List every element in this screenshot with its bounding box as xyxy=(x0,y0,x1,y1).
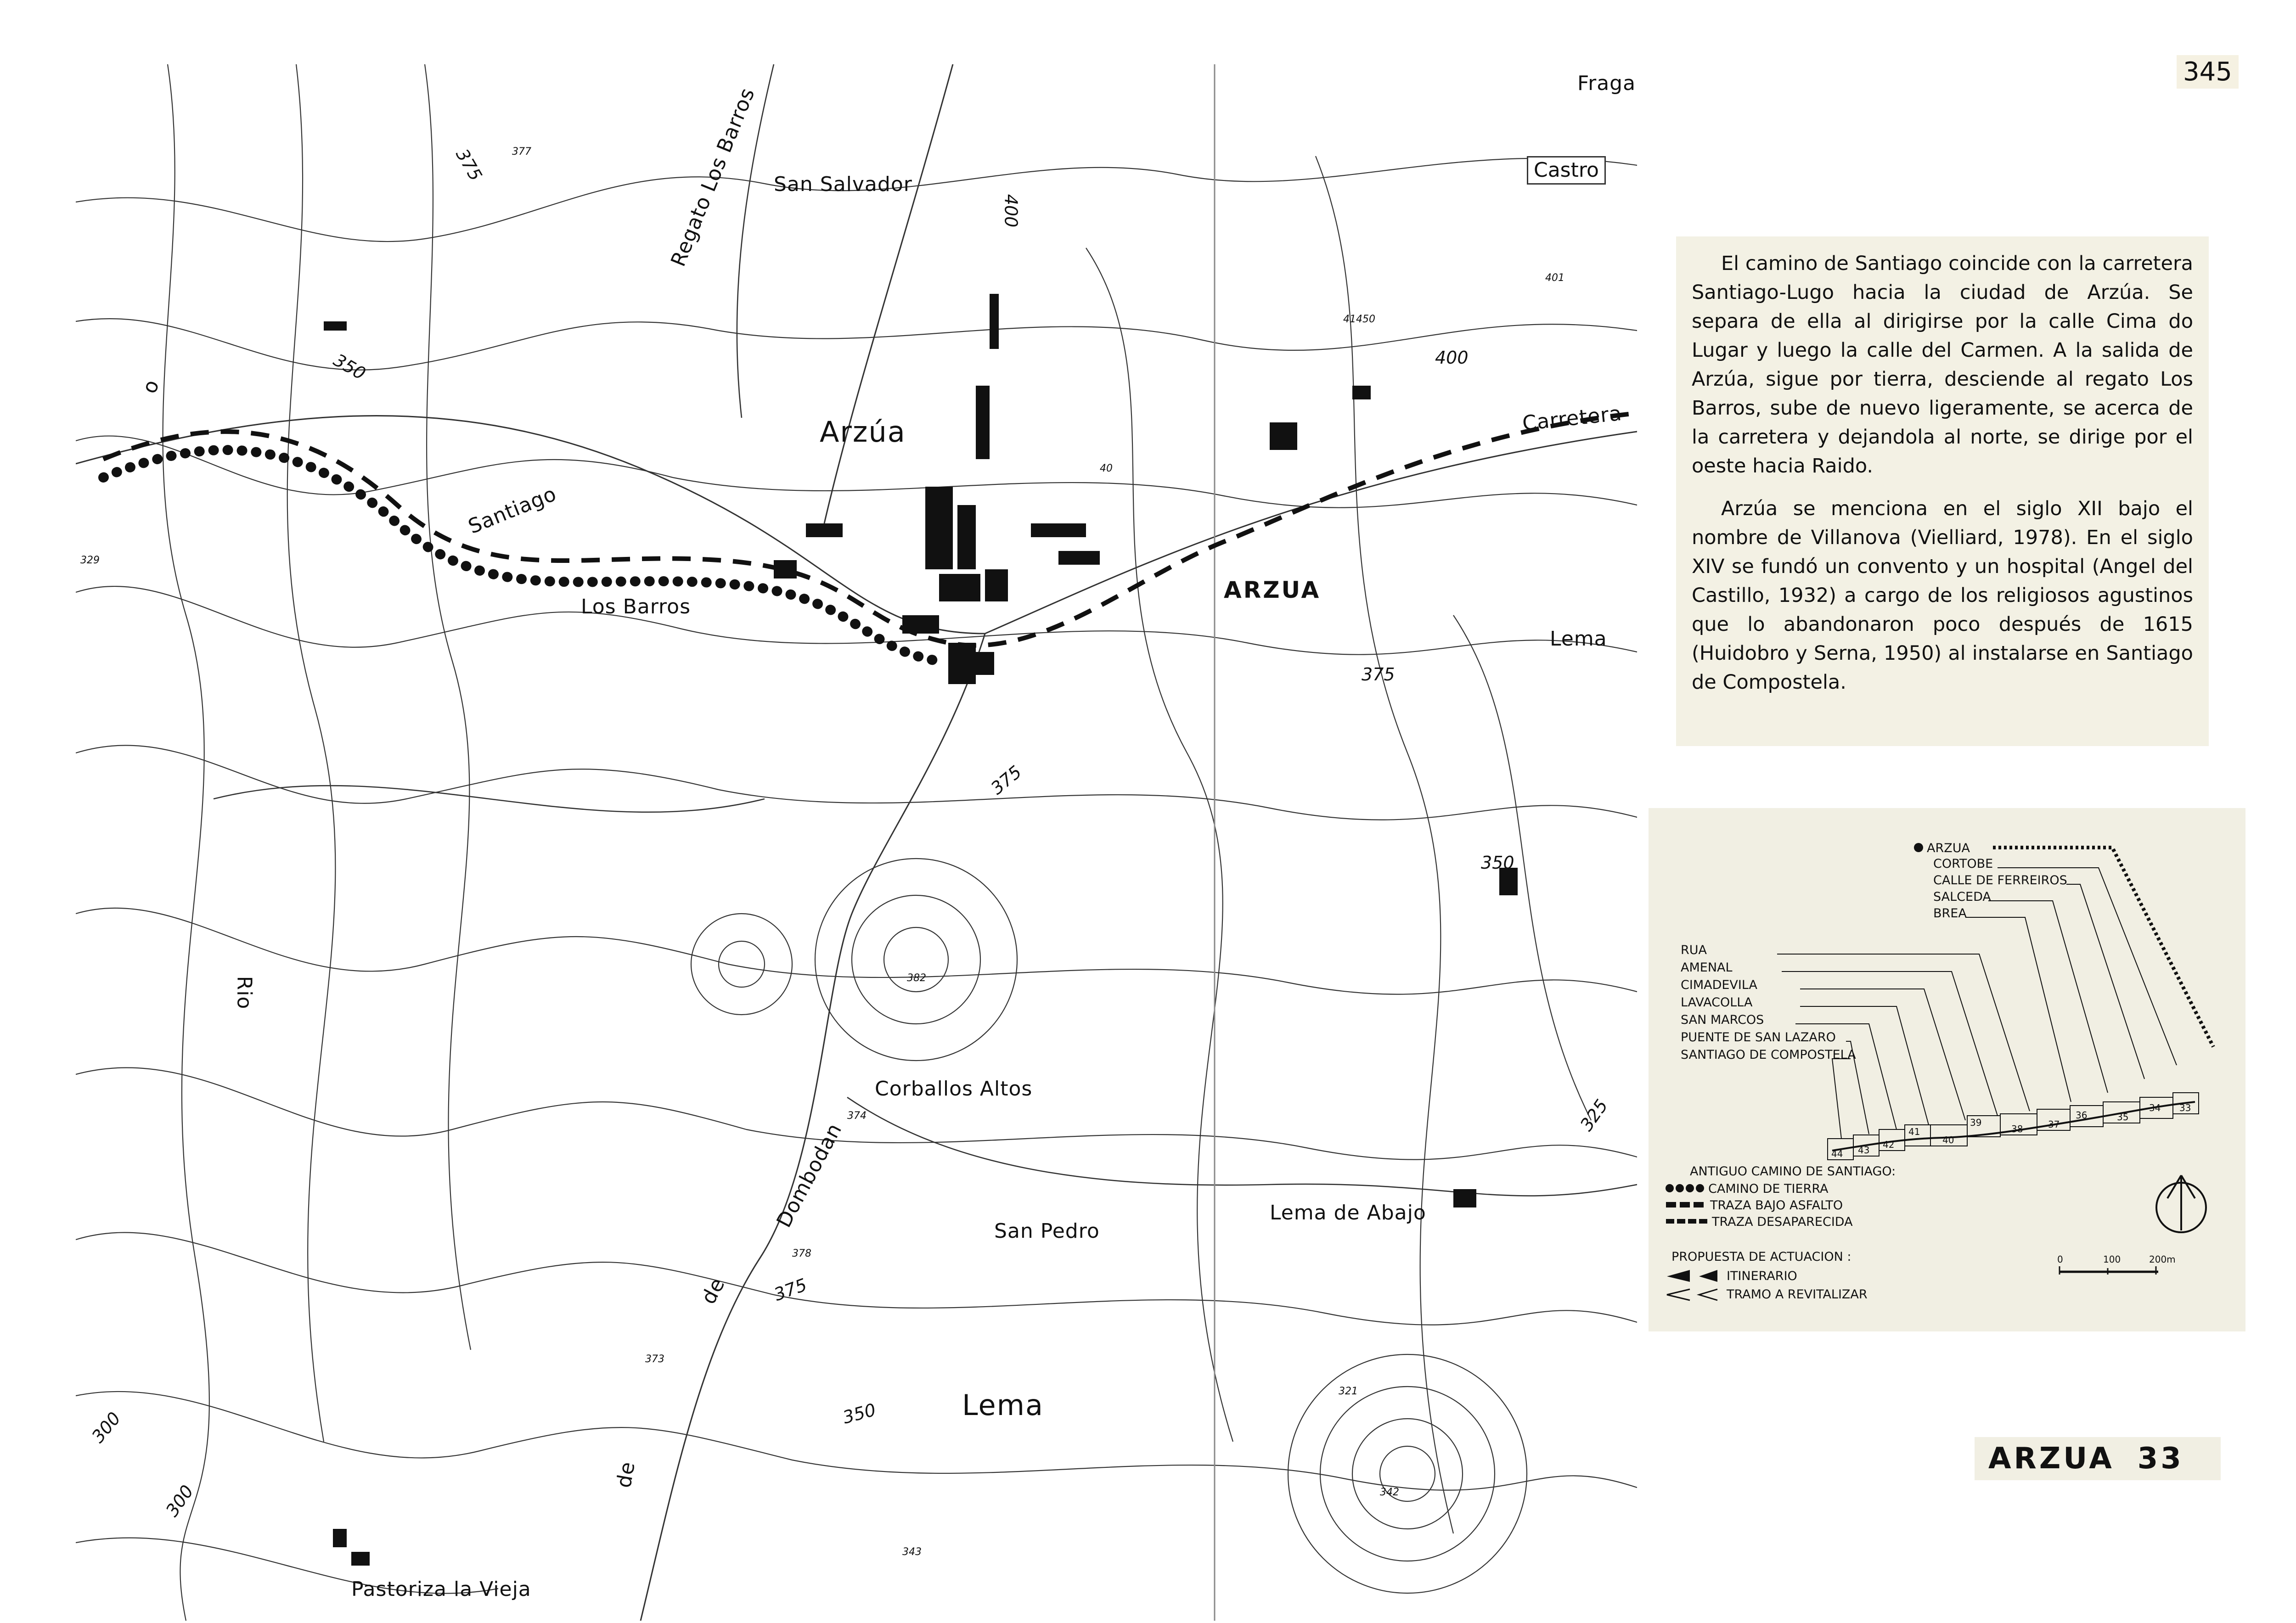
place-castro: Castro xyxy=(1527,156,1606,185)
contour-label-350: 350 xyxy=(330,349,369,384)
scale-bar xyxy=(2057,1254,2176,1275)
place-los-barros: Los Barros xyxy=(581,595,691,618)
camino-tierra-icon xyxy=(1666,1184,1704,1192)
stage-rua: RUA xyxy=(1681,943,1707,957)
north-arrow-icon xyxy=(2156,1175,2206,1232)
sheet-37: 37 xyxy=(2048,1119,2060,1130)
contour-label-300: 300 xyxy=(88,1408,125,1447)
sheet-43: 43 xyxy=(1858,1145,1870,1156)
label-rio: Rio xyxy=(232,976,256,1010)
contour-label-375-c: 375 xyxy=(987,761,1026,799)
contour-label-375-d: 375 xyxy=(771,1274,810,1305)
spot-height-373: 373 xyxy=(645,1353,664,1365)
description-box xyxy=(1676,236,2209,746)
road-santiago: Santiago xyxy=(465,482,560,539)
label-o: o xyxy=(137,376,164,397)
contour-label-300-b: 300 xyxy=(162,1481,198,1521)
contour-label-375-b: 375 xyxy=(1362,664,1395,685)
place-lema-de-abajo: Lema de Abajo xyxy=(1270,1201,1426,1224)
contour-label-350-b: 350 xyxy=(1481,853,1514,873)
sheet-44: 44 xyxy=(1831,1148,1843,1159)
place-san-salvador: San Salvador xyxy=(774,173,912,196)
legend-antiguo-title: ANTIGUO CAMINO DE SANTIAGO: xyxy=(1690,1164,1896,1179)
contour-label-325: 325 xyxy=(1576,1095,1612,1135)
spot-height-41450: 41450 xyxy=(1343,314,1375,325)
place-san-pedro: San Pedro xyxy=(994,1219,1100,1243)
spot-height-329: 329 xyxy=(80,555,100,566)
sheet-33: 33 xyxy=(2179,1102,2191,1113)
place-fraga: Fraga xyxy=(1577,72,1636,95)
scale-label-200m: 200m xyxy=(2149,1254,2176,1265)
spot-height-342: 342 xyxy=(1380,1487,1399,1498)
topographic-map xyxy=(76,64,1637,1621)
spot-height-382: 382 xyxy=(907,972,926,984)
spot-height-40: 40 xyxy=(1100,463,1113,474)
stage-cortobe: CORTOBE xyxy=(1933,857,1993,871)
tramo-revitalizar-icon xyxy=(1667,1289,1717,1300)
description-paragraph-1: El camino de Santiago coincide con la carretera Santiago-Lugo hacia la ciudad de Arzúa. Se separa de ella al dirigirse por la calle Cima do Lugar y luego la calle del Carmen. A la salida de Arzúa, sigue por tierra, desciende al regato Los Barros, sube de nuevo ligeramente, se acerca de la carretera y dejandola al norte, se dirige por el oeste hacia Raido. xyxy=(1692,252,2193,477)
scale-label-100: 100 xyxy=(2103,1254,2121,1265)
place-lema-east: Lema xyxy=(1550,627,1607,651)
sheet-title-number: 33 xyxy=(2137,1442,2184,1476)
contour-label-350-c: 350 xyxy=(840,1399,878,1428)
scale-label-0: 0 xyxy=(2057,1254,2063,1265)
sheet-40: 40 xyxy=(1942,1134,1954,1146)
stage-calle-de-ferreiros: CALLE DE FERREIROS xyxy=(1933,873,2067,887)
legend-propuesta-title: PROPUESTA DE ACTUACION : xyxy=(1671,1250,1851,1264)
sheet-title xyxy=(1975,1437,2221,1480)
contour-label-400-b: 400 xyxy=(1435,348,1469,368)
legend-graphic xyxy=(1649,808,2245,1331)
legend-traza-desaparecida: TRAZA DESAPARECIDA xyxy=(1712,1215,1853,1229)
stage-cimadevila: CIMADEVILA xyxy=(1681,978,1757,992)
legend-tramo: TRAMO A REVITALIZAR xyxy=(1727,1287,1868,1302)
legend-itinerario: ITINERARIO xyxy=(1727,1269,1797,1283)
sheet-41: 41 xyxy=(1908,1126,1920,1137)
sheet-36: 36 xyxy=(2076,1110,2088,1121)
place-lema-south: Lema xyxy=(962,1388,1044,1422)
label-de: de xyxy=(697,1274,730,1308)
stage-santiago-de-compostela: SANTIAGO DE COMPOSTELA xyxy=(1681,1048,1856,1062)
label-carretera: Carretera xyxy=(1521,401,1623,436)
spot-height-378: 378 xyxy=(792,1248,811,1259)
place-arzua-caps: ARZUA xyxy=(1224,577,1321,603)
contour-label-400: 400 xyxy=(1001,194,1021,228)
stage-amenal: AMENAL xyxy=(1681,960,1733,975)
stage-salceda: SALCEDA xyxy=(1933,890,1991,904)
page-number: 345 xyxy=(2177,55,2239,89)
map-linework xyxy=(76,64,1637,1621)
arzua-dot-icon xyxy=(1914,843,1923,852)
legend-traza-asfalto: TRAZA BAJO ASFALTO xyxy=(1710,1198,1843,1213)
spot-height-343: 343 xyxy=(902,1546,922,1558)
spot-height-321: 321 xyxy=(1339,1386,1358,1397)
sheet-39: 39 xyxy=(1970,1117,1982,1128)
stage-brea: BREA xyxy=(1933,906,1967,921)
place-arzua: Arzúa xyxy=(820,415,906,449)
sheet-38: 38 xyxy=(2011,1123,2023,1134)
place-pastoriza-la-vieja: Pastoriza la Vieja xyxy=(351,1578,531,1601)
place-dombodan: Dombodan xyxy=(772,1119,847,1232)
sheet-34: 34 xyxy=(2149,1102,2161,1113)
place-regato-los-barros: Regato Los Barros xyxy=(666,84,760,270)
sheet-title-name: ARZUA xyxy=(1988,1442,2115,1476)
stage-san-marcos: SAN MARCOS xyxy=(1681,1013,1764,1027)
camino-route xyxy=(103,413,1637,661)
spot-height-401: 401 xyxy=(1545,272,1564,284)
stage-puente-de-san-lazaro: PUENTE DE SAN LAZARO xyxy=(1681,1030,1836,1045)
legend-camino-tierra: CAMINO DE TIERRA xyxy=(1708,1182,1829,1196)
place-corballos-altos: Corballos Altos xyxy=(875,1077,1033,1101)
itinerario-arrow-icon xyxy=(1667,1270,1717,1282)
stage-arzua: ARZUA xyxy=(1927,841,1970,855)
description-paragraph-2: Arzúa se menciona en el siglo XII bajo el nombre de Villanova (Vielliard, 1978). En el siglo XIV se fundó un convento y un hospital (Angel del Castillo, 1932) a cargo de los religiosos agustinos que lo abandonaron poco después de 1615 (Huidobro y Serna, 1950) al instalarse en Santiago de Compostela. xyxy=(1692,497,2193,694)
sheet-35: 35 xyxy=(2117,1112,2129,1123)
spot-height-377: 377 xyxy=(512,146,531,157)
sheet-42: 42 xyxy=(1883,1139,1895,1150)
label-de-2: de xyxy=(612,1460,640,1490)
contour-label-375: 375 xyxy=(452,145,486,185)
spot-height-374: 374 xyxy=(847,1110,867,1122)
legend-panel xyxy=(1649,808,2245,1331)
town-blocks xyxy=(324,294,1518,1566)
stage-lavacolla: LAVACOLLA xyxy=(1681,995,1753,1010)
